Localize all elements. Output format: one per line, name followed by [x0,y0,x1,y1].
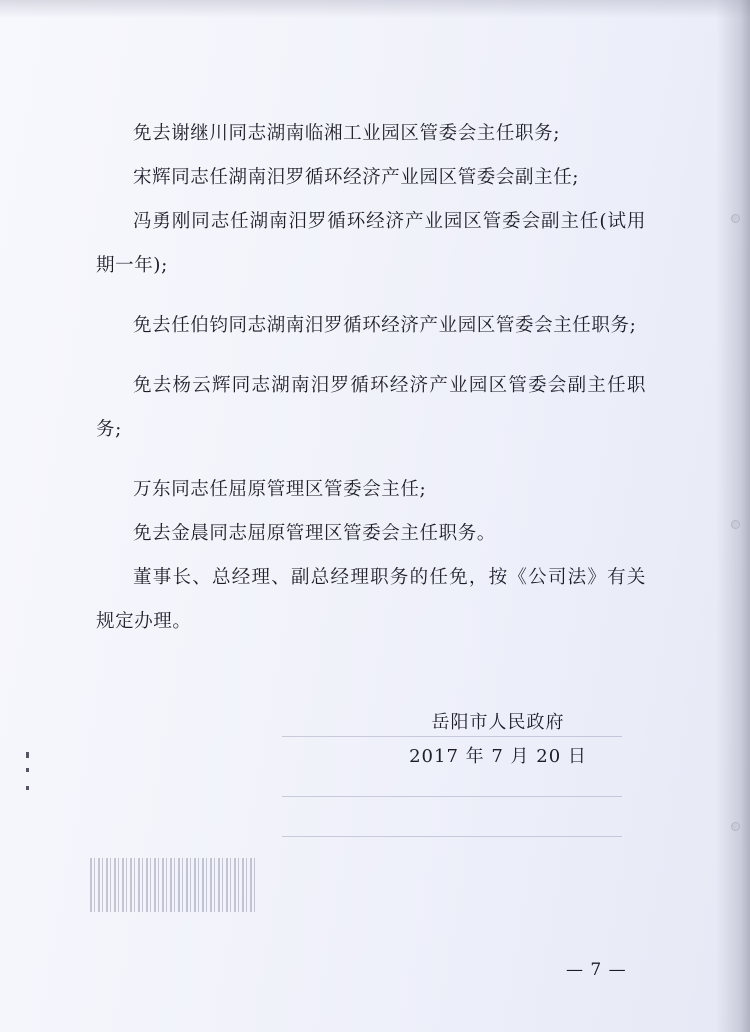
paragraph: 免去任伯钧同志湖南汨罗循环经济产业园区管委会主任职务; [133,315,637,336]
issuing-organization: 岳阳市人民政府 [431,712,565,733]
paragraph: 免去谢继川同志湖南临湘工业园区管委会主任职务; [133,123,561,144]
barcode-bleed-through [90,858,258,912]
paragraph: 万东同志任屈原管理区管委会主任; [133,479,427,500]
bleed-through-rule [282,796,622,797]
paragraph: 董事长、总经理、副总经理职务的任免，按《公司法》有关规定办理。 [96,567,646,632]
scan-mark [26,752,29,758]
scan-mark [26,786,29,790]
paragraph: 免去金晨同志屈原管理区管委会主任职务。 [133,523,496,544]
page-number: — 7 — [566,960,627,980]
document-body [96,112,646,660]
paragraph: 免去杨云辉同志湖南汨罗循环经济产业园区管委会副主任职务; [96,375,646,440]
scan-top-edge [0,0,750,18]
issue-date: 2017 年 7 月 20 日 [409,746,587,767]
paragraph: 冯勇刚同志任湖南汨罗循环经济产业园区管委会副主任(试用期一年); [96,211,646,276]
paragraph: 宋辉同志任湖南汨罗循环经济产业园区管委会副主任; [133,167,580,188]
signature-block [398,706,598,774]
scan-mark [26,768,29,772]
binding-hole-icon [731,214,740,223]
binding-hole-icon [731,822,740,831]
scan-edge-shadow [716,0,750,1032]
binding-hole-icon [731,520,740,529]
bleed-through-rule [282,836,622,837]
